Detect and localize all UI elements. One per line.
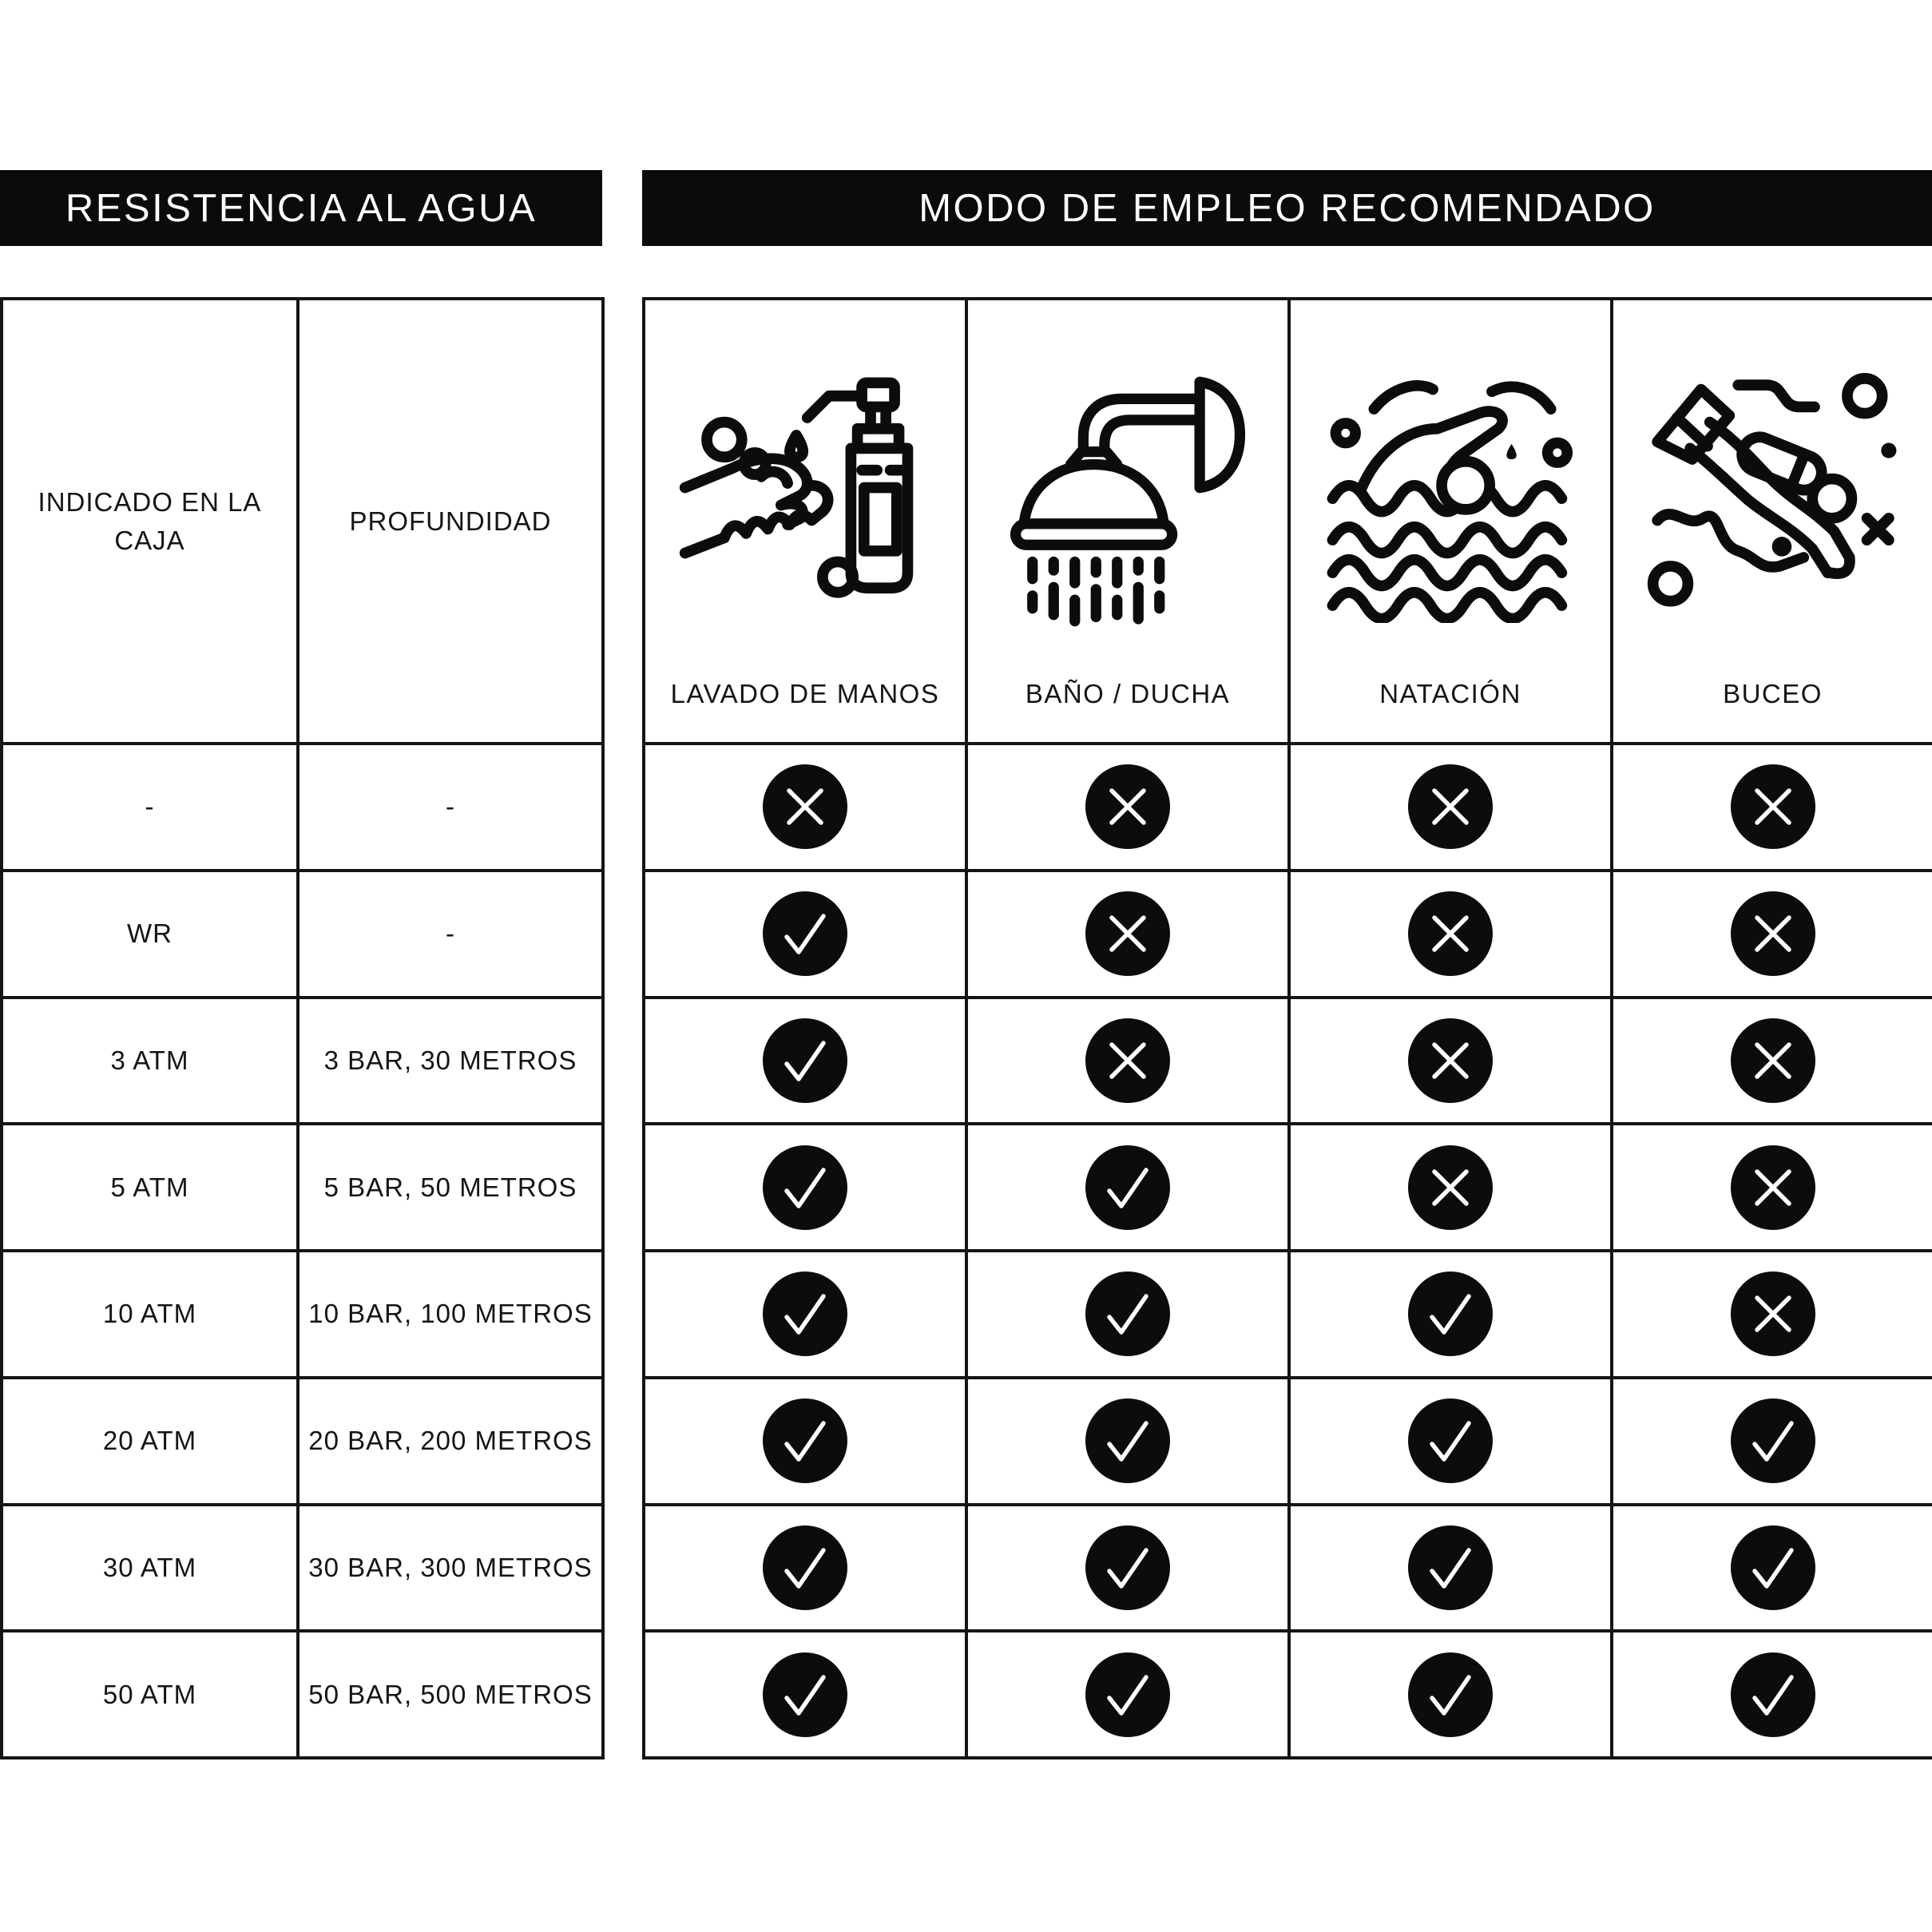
check-mark-icon — [763, 1018, 847, 1103]
table-cell-profundidad: 20 BAR, 200 METROS — [300, 1376, 601, 1503]
cross-mark-icon — [1085, 891, 1170, 976]
table-cell-caja: WR — [3, 869, 300, 996]
usage-mark-cell — [1291, 1122, 1613, 1249]
cross-mark-icon — [1731, 764, 1815, 849]
table-cell-profundidad: 30 BAR, 300 METROS — [300, 1503, 601, 1630]
check-mark-icon — [763, 1652, 847, 1737]
cross-mark-icon — [1408, 1018, 1493, 1103]
right-header-title: MODO DE EMPLEO RECOMENDADO — [918, 186, 1656, 230]
usage-mark-cell — [1613, 1249, 1932, 1376]
column-header-lavado-de-manos — [645, 300, 968, 742]
check-mark-icon — [763, 1398, 847, 1483]
cross-mark-icon — [1408, 891, 1493, 976]
usage-mark-cell — [645, 996, 968, 1123]
check-mark-icon — [763, 1271, 847, 1356]
check-mark-icon — [763, 1525, 847, 1610]
check-mark-icon — [1408, 1525, 1493, 1610]
usage-mark-cell — [1613, 1376, 1932, 1503]
usage-mark-cell — [1291, 1503, 1613, 1630]
table-cell-caja: 30 ATM — [3, 1503, 300, 1630]
usage-mark-cell — [1291, 1376, 1613, 1503]
usage-mark-cell — [645, 869, 968, 996]
check-mark-icon — [1408, 1652, 1493, 1737]
check-mark-icon — [1085, 1652, 1170, 1737]
usage-mark-cell — [1613, 1629, 1932, 1756]
recommended-use-table — [642, 297, 1932, 1759]
usage-mark-cell — [645, 1503, 968, 1630]
cross-mark-icon — [1408, 1145, 1493, 1230]
hand-washing-icon — [674, 361, 936, 623]
left-header-title: RESISTENCIA AL AGUA — [65, 186, 538, 230]
cross-mark-icon — [1731, 1271, 1815, 1356]
usage-mark-cell — [645, 1249, 968, 1376]
cross-mark-icon — [1085, 1018, 1170, 1103]
table-cell-profundidad: - — [300, 869, 601, 996]
usage-mark-cell — [1291, 1629, 1613, 1756]
table-cell-profundidad: 10 BAR, 100 METROS — [300, 1249, 601, 1376]
check-mark-icon — [1731, 1398, 1815, 1483]
check-mark-icon — [1085, 1271, 1170, 1356]
usage-mark-cell — [1291, 869, 1613, 996]
water-resistance-table — [0, 297, 605, 1759]
check-mark-icon — [1085, 1398, 1170, 1483]
usage-mark-cell — [1613, 742, 1932, 869]
table-cell-caja: 50 ATM — [3, 1629, 300, 1756]
table-cell-profundidad: 50 BAR, 500 METROS — [300, 1629, 601, 1756]
shower-icon — [1001, 352, 1255, 632]
table-cell-caja: 10 ATM — [3, 1249, 300, 1376]
column-header-bano-ducha — [968, 300, 1291, 742]
usage-mark-cell — [645, 1122, 968, 1249]
table-cell-profundidad: 5 BAR, 50 METROS — [300, 1122, 601, 1249]
usage-mark-cell — [1291, 1249, 1613, 1376]
column-header-profundidad: PROFUNDIDAD — [349, 506, 552, 536]
check-mark-icon — [1085, 1525, 1170, 1610]
swimming-icon — [1319, 361, 1581, 623]
usage-mark-cell — [968, 869, 1291, 996]
usage-mark-cell — [968, 742, 1291, 869]
column-label: LAVADO DE MANOS — [670, 679, 940, 709]
cross-mark-icon — [1731, 1145, 1815, 1230]
usage-mark-cell — [968, 1122, 1291, 1249]
check-mark-icon — [1731, 1525, 1815, 1610]
check-mark-icon — [763, 891, 847, 976]
usage-mark-cell — [968, 1503, 1291, 1630]
usage-mark-cell — [645, 742, 968, 869]
check-mark-icon — [1085, 1145, 1170, 1230]
usage-mark-cell — [1613, 996, 1932, 1123]
table-cell-profundidad: - — [300, 742, 601, 869]
usage-mark-cell — [1291, 742, 1613, 869]
cross-mark-icon — [763, 764, 847, 849]
usage-mark-cell — [1291, 996, 1613, 1123]
check-mark-icon — [1731, 1652, 1815, 1737]
cross-mark-icon — [1731, 1018, 1815, 1103]
table-cell-caja: 3 ATM — [3, 996, 300, 1123]
usage-mark-cell — [1613, 1503, 1932, 1630]
left-header-bar — [0, 170, 602, 246]
usage-mark-cell — [645, 1629, 968, 1756]
usage-mark-cell — [645, 1376, 968, 1503]
table-cell-profundidad: 3 BAR, 30 METROS — [300, 996, 601, 1123]
table-cell-caja: - — [3, 742, 300, 869]
column-header-buceo — [1613, 300, 1932, 742]
column-header-indicado: INDICADO EN LA CAJA — [3, 300, 300, 742]
usage-mark-cell — [968, 996, 1291, 1123]
cross-mark-icon — [1085, 764, 1170, 849]
usage-mark-cell — [968, 1249, 1291, 1376]
column-label: NATACIÓN — [1379, 679, 1521, 709]
column-label: BUCEO — [1723, 679, 1823, 709]
check-mark-icon — [763, 1145, 847, 1230]
usage-mark-cell — [968, 1629, 1291, 1756]
table-cell-caja: 20 ATM — [3, 1376, 300, 1503]
table-cell-caja: 5 ATM — [3, 1122, 300, 1249]
column-header-natacion — [1291, 300, 1613, 742]
cross-mark-icon — [1731, 891, 1815, 976]
scuba-diving-icon — [1642, 361, 1904, 623]
usage-mark-cell — [1613, 1122, 1932, 1249]
check-mark-icon — [1408, 1398, 1493, 1483]
column-label: BAÑO / DUCHA — [1025, 679, 1231, 709]
usage-mark-cell — [968, 1376, 1291, 1503]
check-mark-icon — [1408, 1271, 1493, 1356]
usage-mark-cell — [1613, 869, 1932, 996]
right-header-bar — [642, 170, 1932, 246]
cross-mark-icon — [1408, 764, 1493, 849]
